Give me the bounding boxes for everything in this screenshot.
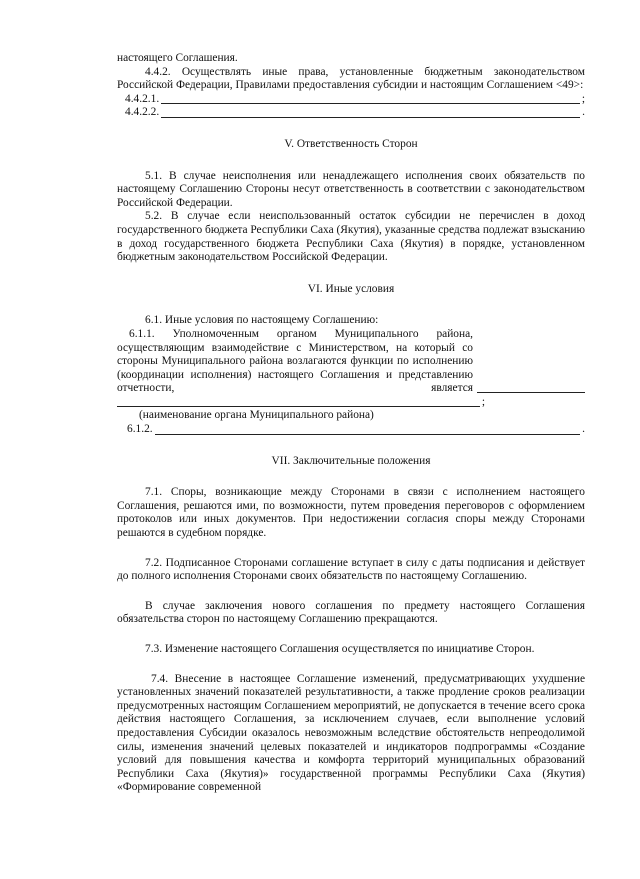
field-caption: (наименование органа Муниципального района) [139,409,374,422]
document-page [117,52,585,795]
paragraph-7-2-b: В случае заключения нового соглашения по предмету настоящего Соглашения обязательства сторон по настоящему Соглашению прекращаются. [117,599,585,626]
paragraph-7-3: 7.3. Изменение настоящего Соглашения осуществляется по инициативе Сторон. [145,643,535,655]
field-label: 4.4.2.2. [125,106,160,119]
section-heading-6: VI. Иные условия [307,282,395,295]
blank-field-4-4-2-2 [117,106,585,120]
blank-line [117,396,480,407]
paragraph-5-2: 5.2. В случае если неиспользованный остаток субсидии не перечислен в доход государственного бюджета Республики Саха (Якутия), указанные средства подлежат взысканию в доход государственного бюджета Республики Саха (Якутия) в порядке, установленном бюджетным законодательством Российской Федерации. [117,210,585,264]
section-heading-5: V. Ответственность Сторон [284,137,418,150]
paragraph-7-1: 7.1. Споры, возникающие между Сторонами в связи с исполнением настоящего Соглашения, решаются ими, по возможности, путем проведения переговоров с оформлением протоколов или иных документов. При недостижении согласия споры между Сторонами решаются в судебном порядке. [117,486,585,540]
blank-field-4-4-2-1 [117,93,585,107]
paragraph-7-4: 7.4. Внесение в настоящее Соглашение изменений, предусматривающих ухудшение установленных значений показателей результативности, а также продление сроков реализации предусмотренных настоящим Соглашением мероприятий, не допускается в течение всего срока действия настоящего Соглашения, за исключением случаев, если выполнение условий предоставления Субсидии оказалось невозможным вследствие обстоятельств непреодолимой силы, изменения значений целевых показателей и индикаторов подпрограммы «Создание условий для повышения качества и комфорта территорий муниципальных образований Республики Саха (Якутия)» государственной программы Республики Саха (Якутия) «Формирование современной [117,672,585,794]
field-end: . [582,106,585,119]
blank-line [477,392,585,393]
paragraph-5-1: 5.1. В случае неисполнения или ненадлежащего исполнения своих обязательств по настоящему Соглашению Стороны несут ответственность в соответствии с законодательством Российской Федерации. [117,169,585,209]
paragraph-7-2: 7.2. Подписанное Сторонами соглашение вступает в силу с даты подписания и действует до полного исполнения Сторонами своих обязательств по настоящему Соглашению. [117,556,585,583]
paragraph-6-1: 6.1. Иные условия по настоящему Соглашению: [145,314,379,327]
blank-field-6-1-2 [117,423,585,437]
section-heading-7: VII. Заключительные положения [271,454,431,467]
blank-line [161,94,580,104]
field-end: ; [581,92,585,105]
field-end: ; [481,395,485,408]
text-line: настоящего Соглашения. [117,52,238,64]
paragraph-6-1-1: 6.1.1. Уполномоченным органом Муниципального района, осуществляющим взаимодействие с Министерством, на который со стороны Муниципального района возлагаются функции по исполнению (координации исполнения) настоящего Соглашения и представлению отчетности, является [117,327,473,395]
field-label: 6.1.2. [127,423,153,436]
blank-line [161,108,580,118]
field-end: . [582,423,585,436]
paragraph-4-4-2: 4.4.2. Осуществлять иные права, установленные бюджетным законодательством Российской Федерации, Правилами предоставления субсидии и настоящим Соглашением <49>: [117,65,585,92]
blank-line [155,425,581,435]
blank-field-6-1-1 [117,396,585,410]
field-label: 4.4.2.1. [125,92,160,105]
